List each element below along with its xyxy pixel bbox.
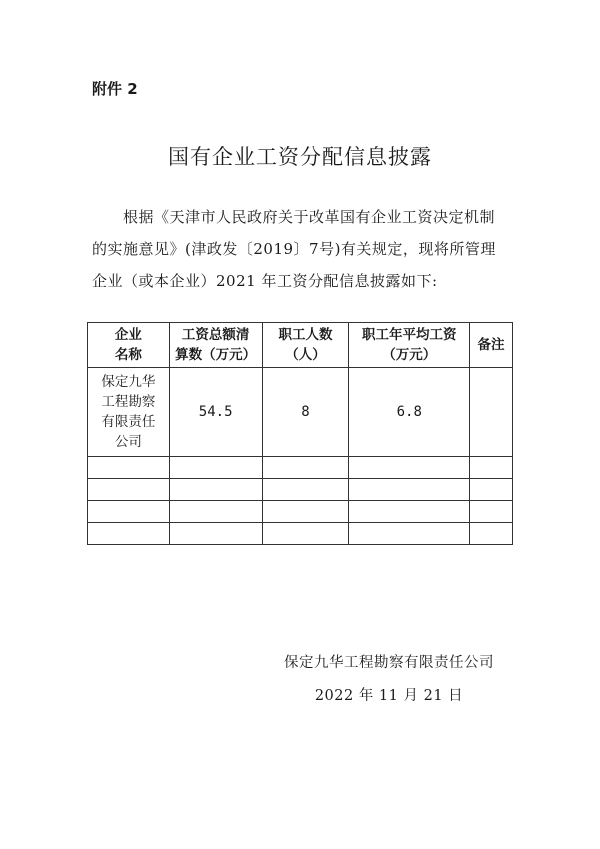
empty-cell [470,501,513,523]
header-employee-count [262,323,349,368]
cell-remark [470,368,513,457]
intro-line-3: 企业（或本企业）2021 年工资分配信息披露如下: [92,272,438,290]
empty-cell [169,479,262,501]
empty-cell [88,523,170,545]
empty-cell [470,523,513,545]
company-line: 保定九华 [101,374,156,390]
header-line: 备注 [477,337,505,353]
header-company-name [88,323,170,368]
cell-company-name [88,368,170,457]
header-average-salary [349,323,470,368]
header-line: 算数（万元） [175,347,257,363]
empty-cell [169,501,262,523]
table-row-empty [88,479,513,501]
empty-cell [169,523,262,545]
empty-cell [169,457,262,479]
header-line: （万元） [382,347,437,363]
empty-cell [262,523,349,545]
table-header-row [88,323,513,368]
intro-paragraph [92,201,522,297]
header-line: 工资总额清 [181,327,250,343]
empty-cell [262,457,349,479]
header-line: 名称 [114,347,142,363]
table-row-empty [88,457,513,479]
header-line: 职工年平均工资 [361,327,457,343]
empty-cell [262,479,349,501]
empty-cell [470,479,513,501]
cell-average-salary: 6.8 [349,368,470,457]
header-total-salary [169,323,262,368]
company-line: 有限责任 [101,414,156,430]
header-line: 职工人数 [278,327,333,343]
company-line: 公司 [114,434,142,450]
document-title: 国有企业工资分配信息披露 [168,145,432,169]
intro-line-2: 的实施意见》(津政发〔2019〕7号)有关规定，现将所管理 [92,240,496,258]
empty-cell [262,501,349,523]
cell-total-salary: 54.5 [169,368,262,457]
signature-date: 2022 年 11 月 21 日 [314,688,464,704]
empty-cell [88,479,170,501]
header-line: （人） [285,347,326,363]
header-remark [470,323,513,368]
empty-cell [349,523,470,545]
empty-cell [88,501,170,523]
table-row-empty [88,501,513,523]
empty-cell [349,501,470,523]
table-row [88,368,513,457]
header-line: 企业 [114,327,142,343]
table-row-empty [88,523,513,545]
intro-line-1: 根据《天津市人民政府关于改革国有企业工资决定机制 [123,208,496,226]
salary-disclosure-table [87,322,513,545]
empty-cell [349,457,470,479]
empty-cell [349,479,470,501]
empty-cell [470,457,513,479]
cell-employee-count: 8 [262,368,349,457]
attachment-label: 附件 2 [92,80,138,98]
signature-company: 保定九华工程勘察有限责任公司 [284,655,494,671]
empty-cell [88,457,170,479]
company-line: 工程勘察 [101,394,156,410]
